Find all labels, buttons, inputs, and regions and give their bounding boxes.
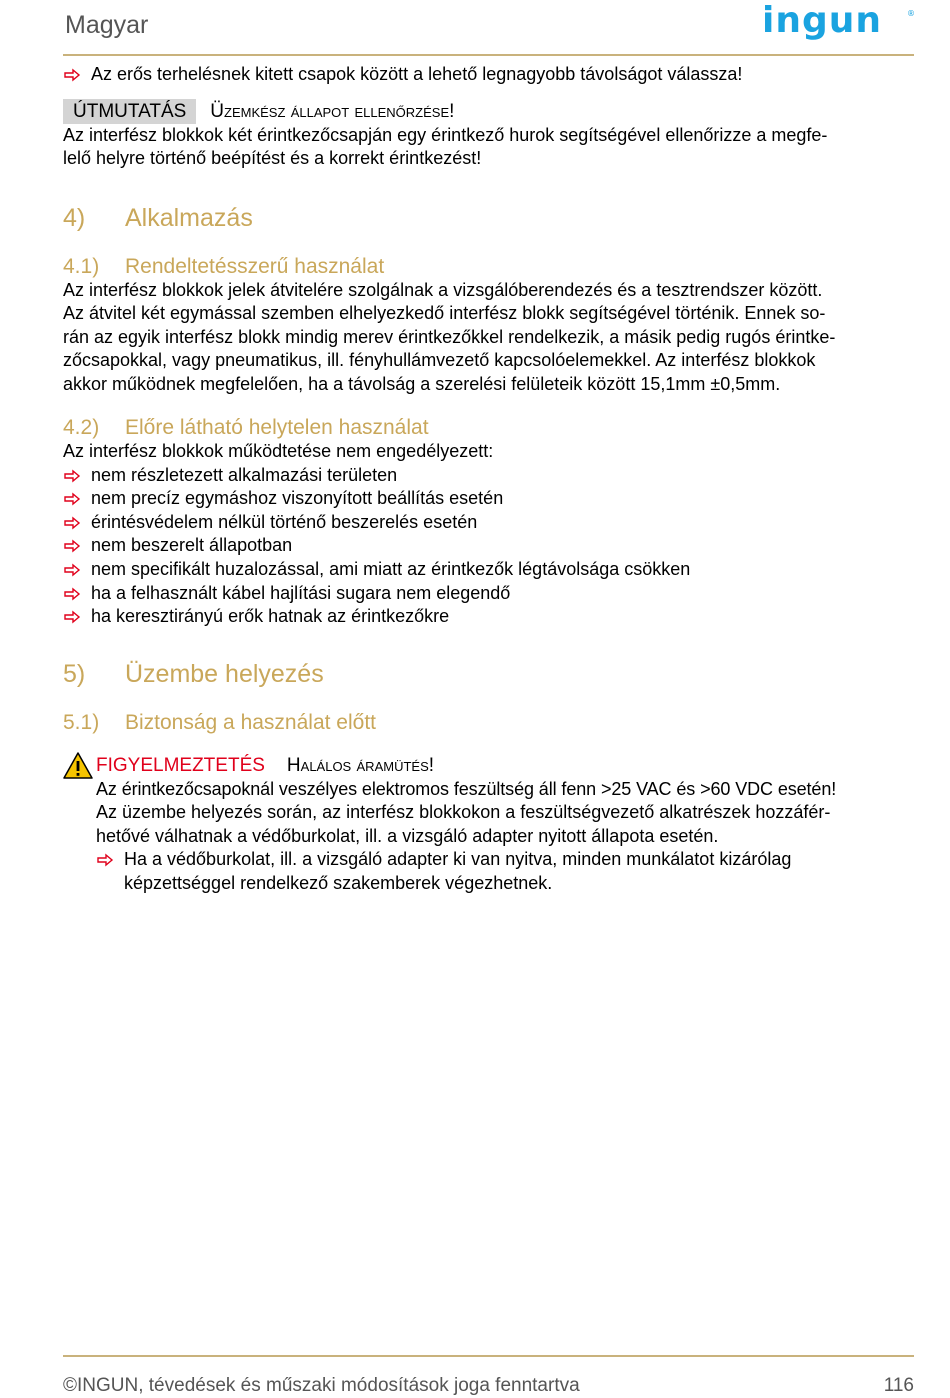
page-content xyxy=(63,60,914,895)
bullet-text: ha keresztirányú erők hatnak az érintkezőkre xyxy=(91,606,450,627)
bullet-text: nem specifikált huzalozással, ami miatt az érintkezők légtávolsága csökken xyxy=(91,558,691,579)
subsection-title: Előre látható helytelen használat xyxy=(125,416,429,440)
bullet-text: nem precíz egymáshoz viszonyított beállítás esetén xyxy=(91,488,504,509)
section-number: 5) xyxy=(63,659,86,688)
warning-triangle-icon xyxy=(63,752,93,779)
bullet-text: nem részletezett alkalmazási területen xyxy=(91,464,398,485)
bullet-text: Az erős terhelésnek kitett csapok között a lehető legnagyobb távolságot válassza! xyxy=(91,64,743,84)
warning-title: Halálos áramütés! xyxy=(286,754,435,776)
arrow-right-icon xyxy=(97,854,113,866)
arrow-right-icon xyxy=(64,588,80,600)
text-line: akkor működnek megfelelően, ha a távolság a szerelési felületeik között 15,1mm ±0,5mm. xyxy=(63,373,781,394)
section-heading-4 xyxy=(63,204,914,233)
bullet-text: képzettséggel rendelkező szakemberek végezhetnek. xyxy=(124,872,553,893)
section-heading-5 xyxy=(63,660,914,689)
arrow-right-icon xyxy=(64,564,80,576)
arrow-right-icon xyxy=(64,540,80,552)
subsection-heading-5-1 xyxy=(63,711,914,735)
text-line: rán az egyik interfész blokk mindig merev érintkezőkkel rendelkezik, a másik pedig rugós érintke- xyxy=(63,326,836,347)
bullet-list xyxy=(63,464,914,629)
warning-label: FIGYELMEZTETÉS xyxy=(96,754,265,776)
note-title: Üzemkész állapot ellenőrzése! xyxy=(210,100,455,122)
ingun-logo xyxy=(762,0,915,49)
section-number: 4) xyxy=(63,203,86,232)
page-header xyxy=(63,0,914,56)
subsection-number: 4.1) xyxy=(63,254,100,278)
text-line: Az átvitel két egymással szemben elhelyezkedő interfész blokk segítségével történik. Ennek so- xyxy=(63,303,826,324)
arrow-right-icon xyxy=(64,611,80,623)
list-item xyxy=(63,534,914,558)
list-item xyxy=(63,487,914,511)
arrow-right-icon xyxy=(64,493,80,505)
warning-text: hetővé válhatnak a védőburkolat, ill. a vizsgáló adapter nyitott állapota esetén. xyxy=(96,825,719,846)
subsection-number: 5.1) xyxy=(63,710,100,734)
bullet-text: ha a felhasznált kábel hajlítási sugara nem elegendő xyxy=(91,582,511,603)
arrow-right-icon xyxy=(64,517,80,529)
list-item xyxy=(96,848,914,895)
note-text-2: lelő helyre történő beépítést és a korrekt érintkezést! xyxy=(63,148,482,169)
warning-block xyxy=(63,753,914,896)
subsection-number: 4.2) xyxy=(63,416,100,440)
paragraph-4-1 xyxy=(63,279,914,397)
arrow-right-icon xyxy=(64,69,80,81)
list-item xyxy=(63,63,914,87)
paragraph-4-2-intro: Az interfész blokkok működtetése nem engedélyezett: xyxy=(63,441,494,462)
note-block xyxy=(63,99,914,171)
note-text-1: Az interfész blokkok két érintkezőcsapján egy érintkező hurok segítségével ellenőrizze a megfe- xyxy=(63,124,828,145)
bullet-text: érintésvédelem nélkül történő beszerelés esetén xyxy=(91,511,478,532)
text-line: zőcsapokkal, vagy pneumatikus, ill. fényhullámvezető kapcsolóelemekkel. Az interfész blokkok xyxy=(63,350,816,371)
list-item xyxy=(63,582,914,606)
page-footer xyxy=(63,1355,914,1397)
bullet-text: Ha a védőburkolat, ill. a vizsgáló adapter ki van nyitva, minden munkálatot kizárólag xyxy=(124,849,792,870)
arrow-right-icon xyxy=(64,470,80,482)
list-item xyxy=(63,605,914,629)
list-item xyxy=(63,511,914,535)
subsection-title: Biztonság a használat előtt xyxy=(125,710,376,734)
section-title: Üzembe helyezés xyxy=(125,659,324,688)
warning-text: Az üzembe helyezés során, az interfész blokkokon a feszültségvezető alkatrészek hozzáfér- xyxy=(96,802,831,823)
bullet-text: nem beszerelt állapotban xyxy=(91,535,293,556)
language-label: Magyar xyxy=(65,11,149,39)
subsection-title: Rendeltetésszerű használat xyxy=(125,254,385,278)
section-title: Alkalmazás xyxy=(125,203,253,232)
list-item xyxy=(63,558,914,582)
logo-wordmark: ingun xyxy=(762,0,882,41)
page-number: 116 xyxy=(883,1375,914,1396)
svg-text:®: ® xyxy=(907,9,915,18)
note-badge: ÚTMUTATÁS xyxy=(63,99,196,124)
subsection-heading-4-2 xyxy=(63,416,914,440)
copyright-text: ©INGUN, tévedések és műszaki módosítások joga fenntartva xyxy=(63,1375,580,1396)
subsection-heading-4-1 xyxy=(63,255,914,279)
warning-text: Az érintkezőcsapoknál veszélyes elektromos feszültség áll fenn >25 VAC és >60 VDC esetén! xyxy=(96,778,837,799)
text-line: Az interfész blokkok jelek átvitelére szolgálnak a vizsgálóberendezés és a tesztrendszer között. xyxy=(63,279,823,300)
list-item xyxy=(63,464,914,488)
